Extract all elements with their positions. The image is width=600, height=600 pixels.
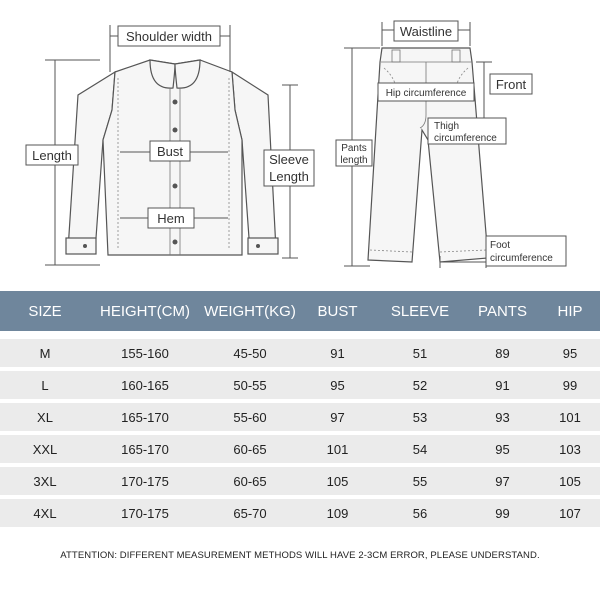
cell-size: XL	[37, 409, 53, 425]
cell-bust: 91	[330, 345, 345, 361]
cell-size: XXL	[32, 441, 58, 457]
sleeve-length-label-1: Sleeve	[269, 152, 309, 167]
cell-hip: 107	[559, 505, 581, 521]
cell-weight: 55-60	[233, 409, 267, 425]
cell-pants: 91	[495, 377, 510, 393]
cell-sleeve: 56	[412, 505, 428, 521]
table-row	[0, 339, 600, 367]
hem-label: Hem	[157, 211, 185, 226]
cell-weight: 60-65	[233, 473, 267, 489]
front-label: Front	[495, 77, 527, 92]
cell-height: 165-170	[121, 409, 169, 425]
table-row	[0, 467, 600, 495]
cell-height: 170-175	[121, 505, 169, 521]
cell-height: 165-170	[121, 441, 169, 457]
cell-height: 160-165	[121, 377, 169, 393]
cell-pants: 89	[495, 345, 510, 361]
cell-weight: 50-55	[233, 377, 267, 393]
cell-sleeve: 51	[412, 345, 428, 361]
header-pants: PANTS	[478, 302, 527, 320]
foot-label-1: Foot	[490, 240, 511, 251]
cell-bust: 109	[326, 505, 349, 521]
waistline-measure	[382, 21, 470, 46]
front-rise-measure	[476, 62, 532, 120]
cell-hip: 99	[562, 377, 578, 393]
header-sleeve: SLEEVE	[390, 302, 450, 320]
pants-length-label-1: Pants	[341, 143, 367, 154]
cell-size: 4XL	[33, 505, 57, 521]
cell-pants: 99	[495, 505, 510, 521]
header-hip: HIP	[557, 302, 583, 320]
measurement-diagram	[0, 0, 600, 290]
thigh-label-1: Thigh	[434, 121, 460, 132]
cell-size: M	[39, 345, 51, 361]
cell-size: 3XL	[33, 473, 57, 489]
hip-circumference-label: Hip circumference	[385, 88, 467, 99]
header-bust: BUST	[317, 302, 358, 320]
thigh-label-2: circumference	[434, 133, 497, 144]
header-height: HEIGHT(CM)	[100, 302, 190, 320]
cell-weight: 45-50	[233, 345, 267, 361]
cell-sleeve: 54	[412, 441, 428, 457]
shoulder-width-label: Shoulder width	[126, 29, 212, 44]
cell-sleeve: 52	[412, 377, 428, 393]
cell-hip: 105	[559, 473, 581, 489]
pants-length-label-2: length	[340, 155, 368, 166]
table-row	[0, 499, 600, 527]
cell-hip: 101	[559, 409, 581, 425]
waistline-label: Waistline	[399, 24, 453, 39]
cell-hip: 103	[559, 441, 581, 457]
cell-pants: 93	[495, 409, 510, 425]
length-label: Length	[32, 148, 72, 163]
cell-height: 155-160	[121, 345, 169, 361]
cell-bust: 105	[326, 473, 349, 489]
cell-weight: 65-70	[233, 505, 267, 521]
cell-weight: 60-65	[233, 441, 267, 457]
bust-label: Bust	[156, 144, 184, 159]
sleeve-length-label-2: Length	[269, 169, 309, 184]
table-row	[0, 435, 600, 463]
cell-size: L	[41, 377, 49, 393]
thigh-circumference-measure	[428, 118, 506, 144]
table-header	[0, 291, 600, 331]
foot-label-2: circumference	[490, 253, 553, 264]
cell-bust: 97	[330, 409, 345, 425]
cell-sleeve: 55	[412, 473, 428, 489]
cell-sleeve: 53	[412, 409, 428, 425]
cell-pants: 97	[495, 473, 510, 489]
cell-pants: 95	[495, 441, 510, 457]
cell-height: 170-175	[121, 473, 169, 489]
table-row	[0, 403, 600, 431]
table-body	[0, 339, 600, 527]
cell-bust: 101	[326, 441, 349, 457]
table-row	[0, 371, 600, 399]
pants-illustration	[368, 48, 488, 262]
cell-hip: 95	[562, 345, 578, 361]
attention-note: ATTENTION: DIFFERENT MEASUREMENT METHODS WILL HAVE 2-3CM ERROR, PLEASE UNDERSTAND.	[60, 550, 540, 561]
header-weight: WEIGHT(KG)	[204, 302, 296, 320]
size-table	[0, 291, 600, 527]
cell-bust: 95	[330, 377, 345, 393]
header-size: SIZE	[28, 302, 62, 320]
hip-circumference-measure	[378, 83, 474, 101]
